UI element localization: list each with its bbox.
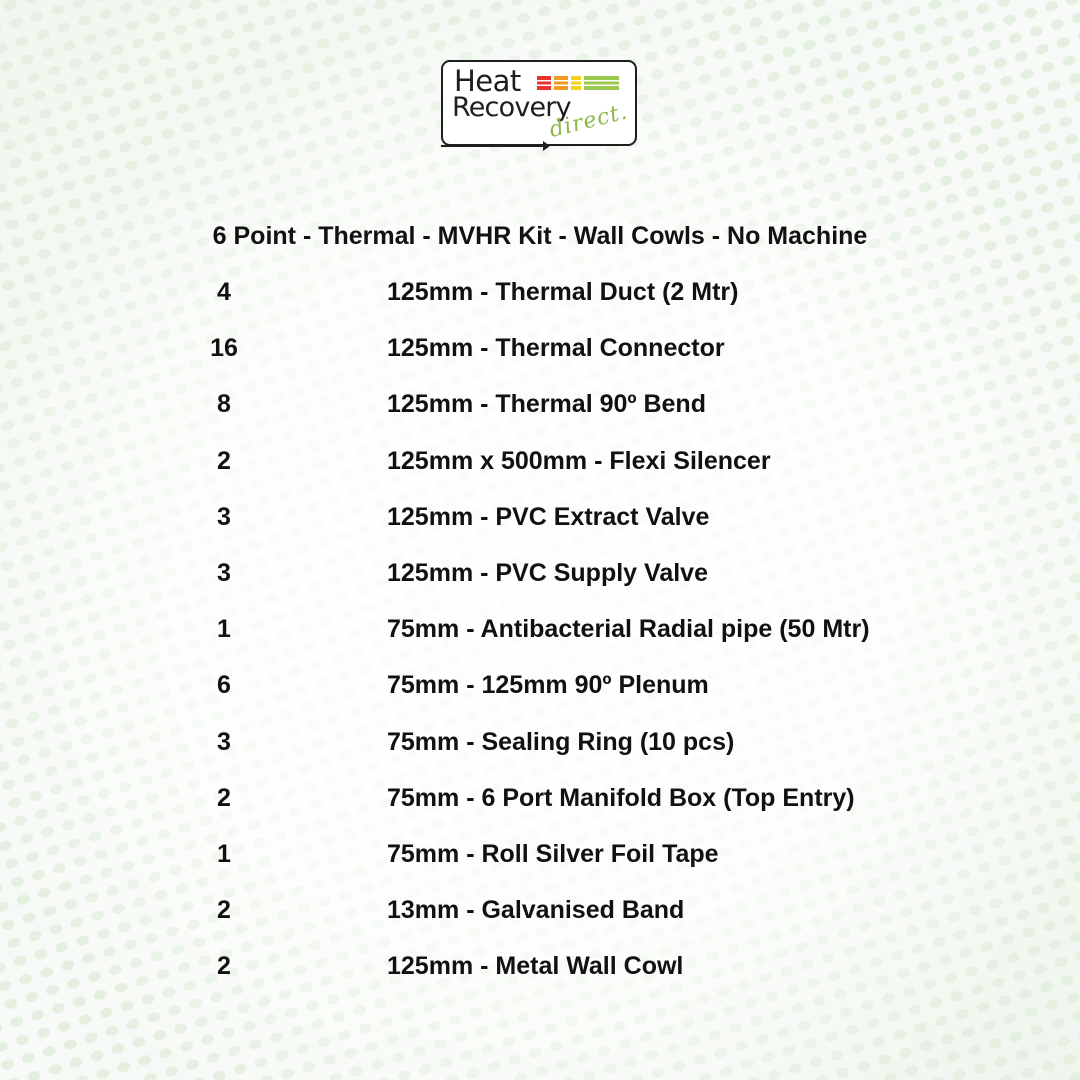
item-quantity: 3	[217, 558, 231, 587]
list-item	[0, 668, 1080, 724]
list-item	[0, 725, 1080, 781]
item-quantity: 2	[217, 446, 231, 475]
list-item	[0, 444, 1080, 500]
list-item	[0, 556, 1080, 612]
item-description: 125mm - PVC Extract Valve	[387, 502, 710, 531]
item-description: 75mm - Roll Silver Foil Tape	[387, 839, 719, 868]
list-item	[0, 500, 1080, 556]
item-description: 125mm - Thermal Connector	[387, 334, 725, 363]
item-description: 125mm - PVC Supply Valve	[387, 558, 708, 587]
list-item	[0, 837, 1080, 893]
item-quantity: 1	[217, 615, 231, 644]
item-quantity: 6	[217, 671, 231, 700]
item-description: 75mm - Sealing Ring (10 pcs)	[387, 727, 735, 756]
item-quantity: 1	[217, 839, 231, 868]
item-quantity: 2	[217, 896, 231, 925]
item-quantity: 3	[217, 502, 231, 531]
logo-word-direct: direct.	[546, 99, 631, 143]
item-quantity: 2	[217, 952, 231, 981]
item-quantity: 4	[217, 278, 231, 306]
logo-energy-bars-icon	[537, 76, 619, 90]
list-item	[0, 331, 1080, 387]
item-description: 13mm - Galvanised Band	[387, 896, 685, 925]
item-description: 75mm - 125mm 90º Plenum	[387, 671, 709, 700]
item-quantity: 3	[217, 727, 231, 756]
item-quantity: 16	[210, 334, 238, 363]
list-item	[0, 275, 1080, 331]
logo-word-heat: Heat	[454, 64, 521, 98]
list-item	[0, 781, 1080, 837]
item-description: 75mm - 6 Port Manifold Box (Top Entry)	[387, 783, 855, 812]
list-item	[0, 893, 1080, 949]
logo-word-recovery: Recovery	[452, 92, 571, 123]
item-description: 125mm - Thermal 90º Bend	[387, 390, 706, 419]
list-item	[0, 612, 1080, 668]
item-quantity: 8	[217, 390, 231, 419]
list-item	[0, 949, 1080, 1005]
list-item	[0, 387, 1080, 443]
item-description: 125mm - Thermal Duct (2 Mtr)	[387, 278, 739, 306]
kit-title: 6 Point - Thermal - MVHR Kit - Wall Cowls - No Machine	[212, 222, 868, 250]
item-description: 75mm - Antibacterial Radial pipe (50 Mtr)	[387, 615, 870, 644]
heat-recovery-direct-logo	[441, 60, 637, 146]
kit-items-list	[0, 275, 1080, 1005]
item-description: 125mm - Metal Wall Cowl	[387, 952, 684, 981]
item-quantity: 2	[217, 783, 231, 812]
item-description: 125mm x 500mm - Flexi Silencer	[387, 446, 771, 475]
